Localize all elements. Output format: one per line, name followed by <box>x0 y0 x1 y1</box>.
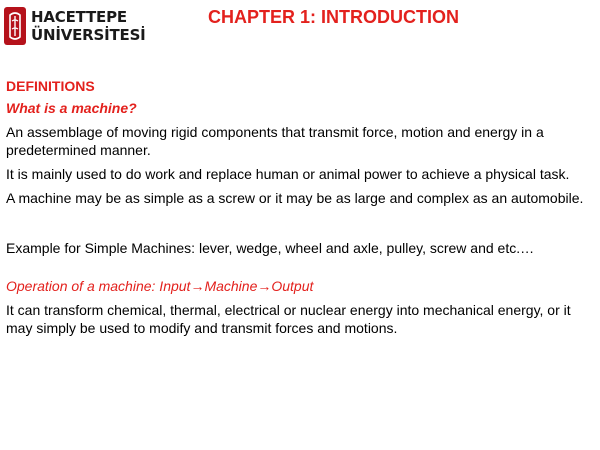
definition-paragraph: An assemblage of moving rigid components that transmit force, motion and energy in a predetermined manner. <box>6 124 544 158</box>
university-logo <box>4 6 146 46</box>
examples-paragraph: Example for Simple Machines: lever, wedge, wheel and axle, pulley, screw and etc.… <box>6 240 535 256</box>
operation-heading: Operation of a machine: Input→Machine→Output <box>6 278 314 294</box>
slide-content <box>6 77 590 337</box>
section-heading: DEFINITIONS <box>6 78 95 94</box>
chapter-title: CHAPTER 1: INTRODUCTION <box>208 7 459 27</box>
scale-paragraph: A machine may be as simple as a screw or it may be as large and complex as an automobile. <box>6 190 584 206</box>
university-emblem-icon <box>4 7 26 45</box>
logo-text <box>31 8 146 44</box>
logo-line-2: ÜNİVERSİTESİ <box>31 26 146 44</box>
purpose-paragraph: It is mainly used to do work and replace human or animal power to achieve a physical task. <box>6 166 570 182</box>
closing-paragraph: It can transform chemical, thermal, electrical or nuclear energy into mechanical energy, or it may simply be used to modify and transmit forces and motions. <box>6 302 571 336</box>
logo-line-1: HACETTEPE <box>31 8 127 26</box>
question-heading: What is a machine? <box>6 100 137 116</box>
